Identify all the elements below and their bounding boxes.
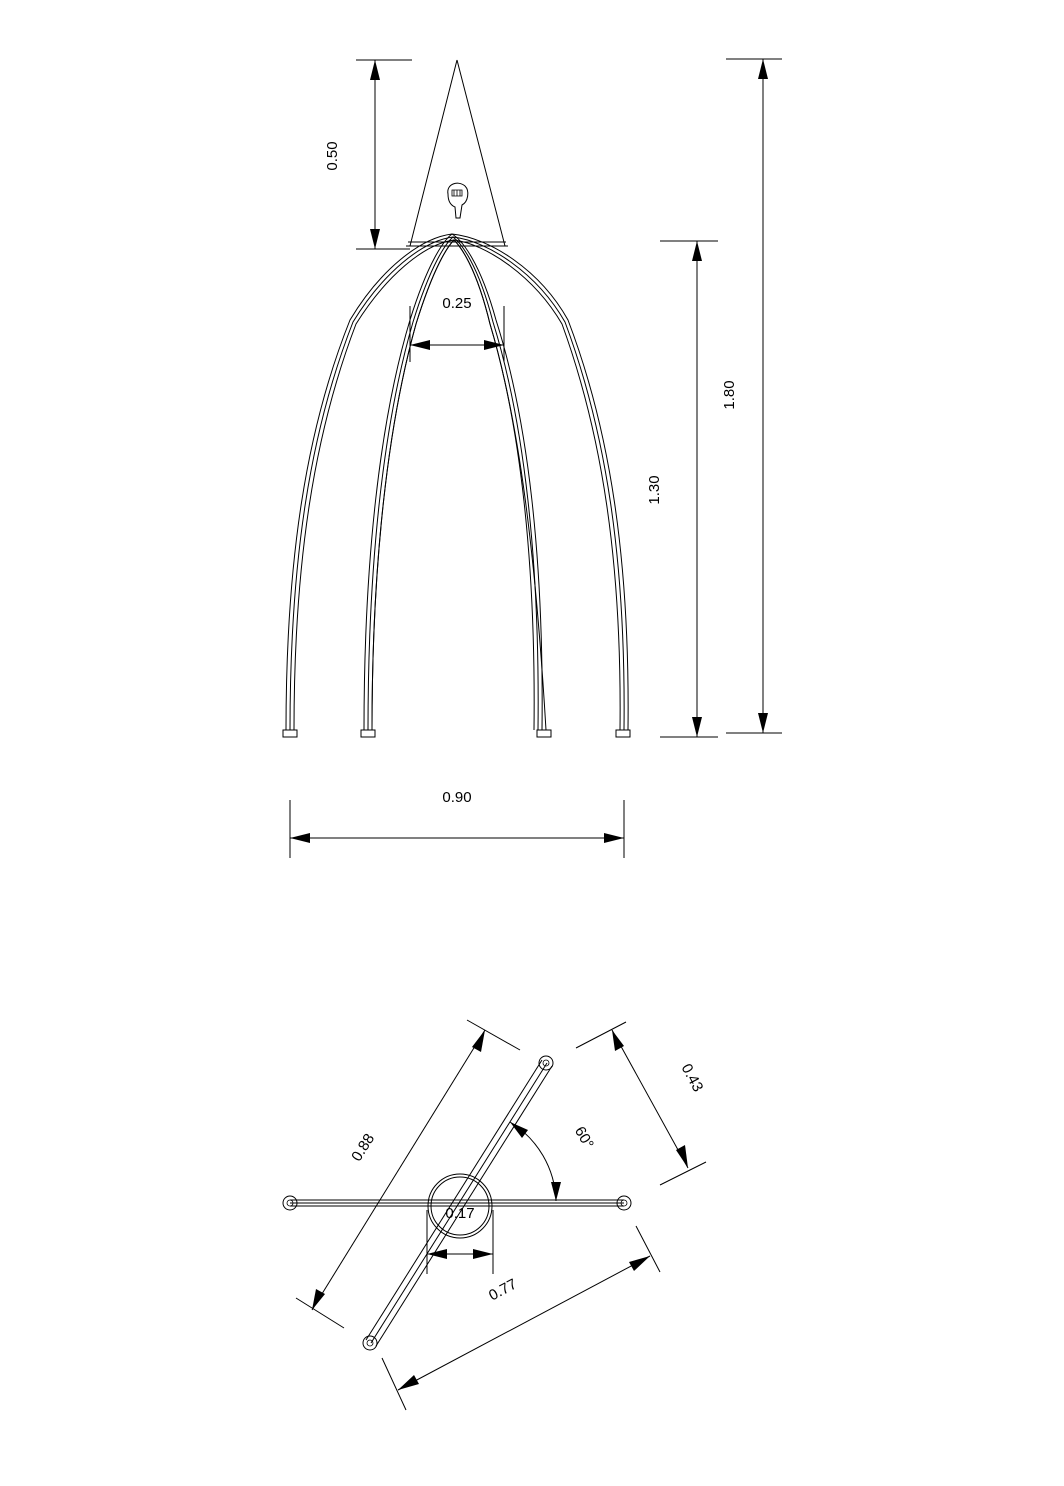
dim-total-height bbox=[721, 59, 782, 733]
dim-base-width-label: 0.90 bbox=[442, 789, 472, 806]
dim-projected-width-label: 0.77 bbox=[486, 1275, 520, 1305]
plan-view bbox=[283, 1020, 706, 1410]
dim-arc-gap-label: 0.25 bbox=[442, 295, 472, 312]
dim-total-height-label: 1.80 bbox=[721, 380, 738, 410]
dim-top-height-label: 0.50 bbox=[324, 141, 341, 171]
dim-diagonal-length bbox=[296, 1020, 520, 1328]
dim-projected-width bbox=[382, 1226, 660, 1410]
dim-base-width bbox=[290, 789, 624, 858]
dim-arch-height-label: 1.30 bbox=[646, 475, 663, 505]
figure-icon bbox=[448, 183, 468, 218]
dim-center-diameter bbox=[427, 1205, 493, 1274]
dim-angle-label: 60° bbox=[570, 1123, 597, 1152]
elevation-view bbox=[283, 59, 782, 858]
dim-arch-height bbox=[646, 241, 718, 737]
dim-offset bbox=[576, 1022, 706, 1185]
dim-offset-label: 0.43 bbox=[677, 1061, 707, 1095]
dim-arc-gap bbox=[410, 295, 504, 362]
dim-angle bbox=[510, 1122, 597, 1201]
dim-top-height bbox=[324, 60, 412, 249]
dim-diagonal-length-label: 0.88 bbox=[348, 1130, 379, 1165]
arch-feet bbox=[283, 730, 630, 737]
dim-center-diameter-label: 0.17 bbox=[445, 1205, 475, 1222]
